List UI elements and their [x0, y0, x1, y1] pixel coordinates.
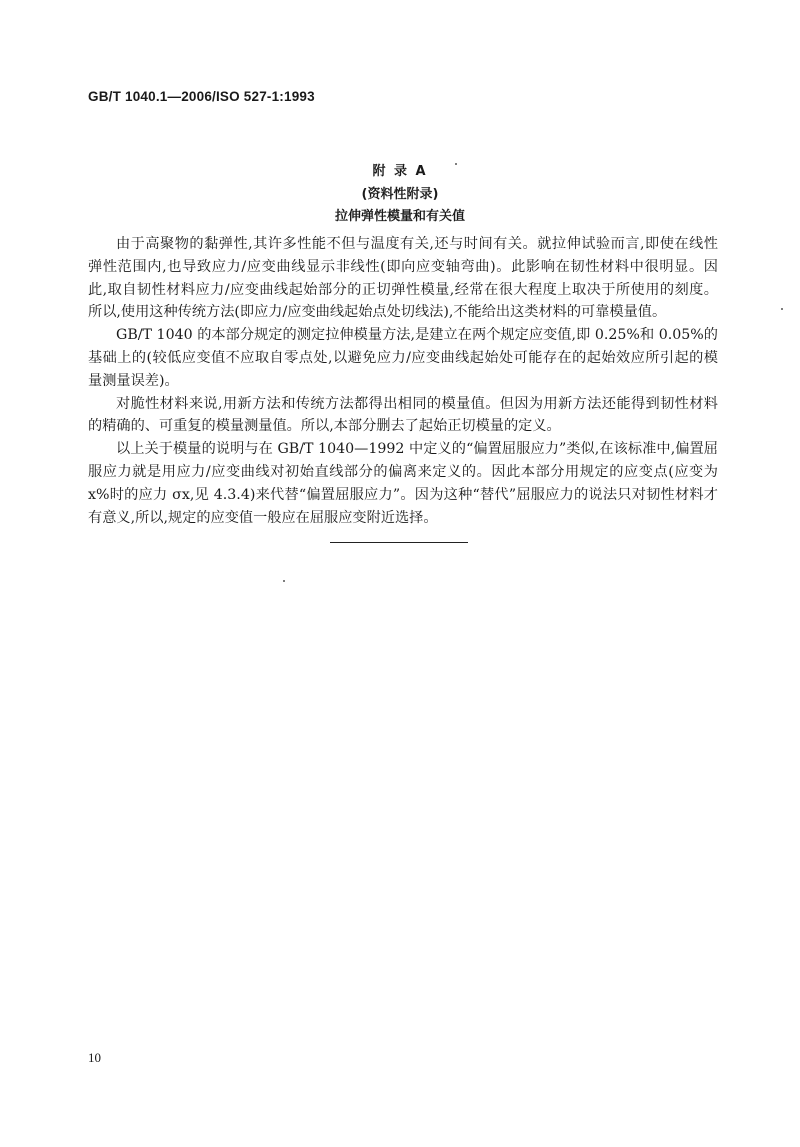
text-line: 弹性范围内,也导致应力/应变曲线显示非线性(即向应变轴弯曲)。此影响在韧性材料中很明显。因	[88, 258, 718, 275]
scan-speck	[455, 163, 457, 165]
page-number: 10	[88, 1050, 101, 1065]
paragraph	[88, 393, 718, 439]
text-line: 服应力就是用应力/应变曲线对初始直线部分的偏离来定义的。因此本部分用规定的应变点(应变为	[88, 463, 718, 480]
text-line: 有意义,所以,规定的应变值一般应在屈服应变附近选择。	[88, 509, 438, 526]
appendix-label: 附 录 A	[372, 164, 428, 179]
text-line: GB/T 1040 的本部分规定的测定拉伸模量方法,是建立在两个规定应变值,即 0.25%和 0.05%的	[116, 327, 718, 344]
appendix-type: (资料性附录)	[361, 187, 439, 202]
paragraph	[88, 324, 718, 392]
text-line: 所以,使用这种传统方法(即应力/应变曲线起始点处切线法),不能给出这类材料的可靠模量值。	[88, 304, 667, 321]
appendix-body	[88, 233, 718, 529]
scan-speck	[283, 580, 285, 582]
end-rule	[330, 542, 468, 543]
text-line: 对脆性材料来说,用新方法和传统方法都得出相同的模量值。但因为用新方法还能得到韧性材料	[116, 395, 718, 412]
text-line: x%时的应力 σx,见 4.3.4)来代替“偏置屈服应力”。因为这种“替代”屈服应力的说法只对韧性材料才	[88, 486, 718, 503]
text-line: 基础上的(较低应变值不应取自零点处,以避免应力/应变曲线起始处可能存在的起始效应所引起的模	[88, 349, 718, 366]
text-line: 以上关于模量的说明与在 GB/T 1040—1992 中定义的“偏置屈服应力”类似,在该标准中,偏置屈	[116, 441, 718, 458]
scan-speck	[781, 308, 783, 310]
paragraph	[88, 233, 718, 324]
text-line: 由于高聚物的黏弹性,其许多性能不但与温度有关,还与时间有关。就拉伸试验而言,即使在线性	[116, 236, 718, 252]
paragraph	[88, 438, 718, 529]
text-line: 此,取自韧性材料应力/应变曲线起始部分的正切弹性模量,经常在很大程度上取决于所使用的刻度。	[88, 281, 718, 298]
text-line: 的精确的、可重复的模量测量值。所以,本部分删去了起始正切模量的定义。	[88, 418, 561, 435]
text-line: 量测量误差)。	[88, 372, 179, 389]
appendix-title: 拉伸弹性模量和有关值	[334, 209, 465, 224]
document-header: GB/T 1040.1—2006/ISO 527-1:1993	[88, 89, 315, 104]
